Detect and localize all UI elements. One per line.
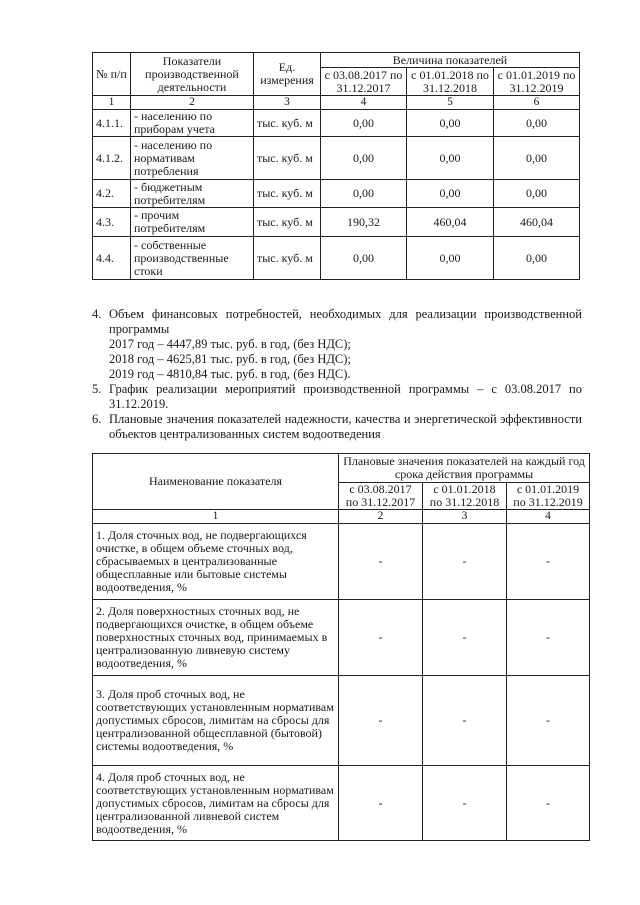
indicator-name: 3. Доля проб сточных вод, не соответствующих установленным нормативам допустимых сбросов, лимитам на сбросы для централизованной общесплавной (бытовой) системы водоотведения, % (93, 676, 339, 766)
numbered-list (92, 307, 582, 442)
list-item-5 (92, 382, 582, 412)
table-row (93, 600, 590, 676)
funding-2018: 2018 год – 4625,81 тыс. руб. в год, (без НДС); (109, 352, 351, 366)
header-indicator-name: Наименование показателя (93, 454, 339, 510)
row-num: 4.3. (93, 208, 131, 237)
header-period-2: с 01.01.2018 по 31.12.2018 (407, 68, 494, 96)
list-number: 5. (92, 382, 102, 396)
row-unit: тыс. куб. м (254, 180, 321, 208)
indicator-value: - (339, 524, 423, 600)
list-item-6 (92, 412, 582, 442)
row-name: - прочим потребителям (131, 208, 254, 237)
col-number: 3 (254, 96, 321, 110)
indicator-value: - (423, 766, 507, 841)
row-value: 460,04 (407, 208, 494, 237)
header-period-2: с 01.01.2018 по 31.12.2018 (423, 483, 507, 510)
row-value: 460,04 (494, 208, 580, 237)
row-name: - бюджетным потребителям (131, 180, 254, 208)
production-indicators-table (92, 52, 580, 280)
row-unit: тыс. куб. м (254, 237, 321, 280)
indicator-value: - (423, 600, 507, 676)
row-num: 4.4. (93, 237, 131, 280)
header-period-3: с 01.01.2019 по 31.12.2019 (494, 68, 580, 96)
header-values-group: Величина показателей (321, 53, 580, 68)
row-value: 0,00 (494, 110, 580, 137)
row-unit: тыс. куб. м (254, 110, 321, 137)
indicator-name: 4. Доля проб сточных вод, не соответствующих установленным нормативам допустимых сбросов, лимитам на сбросы для централизованной ливневой систем водоотведения, % (93, 766, 339, 841)
table-row (93, 180, 580, 208)
header-period-1: с 03.08.2017 по 31.12.2017 (321, 68, 407, 96)
row-unit: тыс. куб. м (254, 208, 321, 237)
indicator-value: - (507, 766, 590, 841)
row-value: 0,00 (321, 110, 407, 137)
indicator-value: - (339, 766, 423, 841)
col-number: 3 (423, 510, 507, 524)
list-number: 4. (92, 307, 102, 321)
list-text: Плановые значения показателей надежности, качества и энергетической эффективности объектов централизованных систем водоотведения (109, 412, 582, 441)
header-indicator: Показатели производственной деятельности (131, 53, 254, 96)
list-item-4 (92, 307, 582, 382)
header-plan-group: Плановые значения показателей на каждый год срока действия программы (339, 454, 590, 483)
row-name: - собственные производственные стоки (131, 237, 254, 280)
row-value: 0,00 (494, 237, 580, 280)
table-row (93, 208, 580, 237)
indicator-value: - (423, 676, 507, 766)
header-period-3: с 01.01.2019 по 31.12.2019 (507, 483, 590, 510)
row-name: - населению по нормативам потребления (131, 137, 254, 180)
table-row (93, 766, 590, 841)
row-num: 4.1.1. (93, 110, 131, 137)
indicator-value: - (339, 676, 423, 766)
table-row (93, 110, 580, 137)
row-name: - населению по приборам учета (131, 110, 254, 137)
funding-2019: 2019 год – 4810,84 тыс. руб. в год, (без НДС). (109, 367, 351, 381)
col-number: 1 (93, 96, 131, 110)
row-unit: тыс. куб. м (254, 137, 321, 180)
row-value: 0,00 (407, 237, 494, 280)
reliability-indicators-table (92, 453, 590, 841)
table-row (93, 137, 580, 180)
indicator-value: - (507, 524, 590, 600)
header-period-1: с 03.08.2017 по 31.12.2017 (339, 483, 423, 510)
indicator-value: - (339, 600, 423, 676)
row-value: 0,00 (494, 137, 580, 180)
col-number: 1 (93, 510, 339, 524)
col-number: 4 (507, 510, 590, 524)
row-num: 4.1.2. (93, 137, 131, 180)
list-text: График реализации мероприятий производственной программы – с 03.08.2017 по 31.12.2019. (109, 382, 582, 411)
row-value: 0,00 (321, 180, 407, 208)
indicator-value: - (507, 676, 590, 766)
row-num: 4.2. (93, 180, 131, 208)
list-text: Объем финансовых потребностей, необходимых для реализации производственной программы (109, 307, 582, 336)
col-number: 5 (407, 96, 494, 110)
header-unit: Ед. измерения (254, 53, 321, 96)
list-number: 6. (92, 412, 102, 426)
col-number: 4 (321, 96, 407, 110)
row-value: 190,32 (321, 208, 407, 237)
table-row (93, 237, 580, 280)
row-value: 0,00 (321, 237, 407, 280)
table-row (93, 524, 590, 600)
col-number: 2 (339, 510, 423, 524)
row-value: 0,00 (407, 180, 494, 208)
indicator-name: 1. Доля сточных вод, не подвергающихся очистке, в общем объеме сточных вод, сбрасываемых в централизованные общесплавные или бытовые системы водоотведения, % (93, 524, 339, 600)
row-value: 0,00 (407, 110, 494, 137)
row-value: 0,00 (494, 180, 580, 208)
table-row (93, 676, 590, 766)
row-value: 0,00 (321, 137, 407, 180)
indicator-value: - (507, 600, 590, 676)
indicator-name: 2. Доля поверхностных сточных вод, не подвергающихся очистке, в общем объеме поверхностных сточных вод, принимаемых в централизованную ливневую систему водоотведения, % (93, 600, 339, 676)
row-value: 0,00 (407, 137, 494, 180)
header-num: № п/п (93, 53, 131, 96)
indicator-value: - (423, 524, 507, 600)
col-number: 6 (494, 96, 580, 110)
funding-2017: 2017 год – 4447,89 тыс. руб. в год, (без НДС); (109, 337, 351, 351)
col-number: 2 (131, 96, 254, 110)
